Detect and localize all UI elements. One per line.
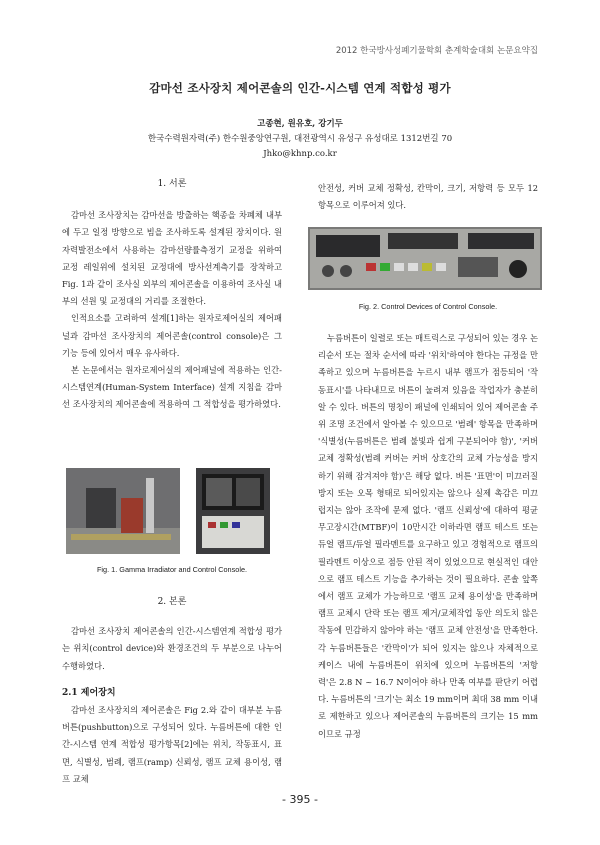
email[interactable]: Jhko@khnp.co.kr (263, 149, 337, 159)
intro-paragraph-1: 감마선 조사장치는 감마선을 방출하는 핵종을 차폐체 내부에 두고 일정 방향으로 빔을 조사하도록 설계된 장치이다. 원자력발전소에서 사용하는 감마선량률측정기 교정을 위하여 교정 레일위에 설치된 교정대에 방사선계측기를 장착하고 Fig. 1과 같이 조사실 외부의 제어콘솔을 이용하여 조사실 내부의 선원 및 교정대의 거리를 조절한다. (62, 210, 282, 307)
subsection-2-1-heading: 2.1 제어장치 (62, 687, 116, 698)
paper-title: 감마선 조사장치 제어콘솔의 인간-시스템 연계 적합성 평가 (149, 81, 451, 95)
section-2-heading: 2. 본론 (157, 597, 187, 607)
right-paragraph-0: 안전성, 커버 교체 정확성, 칸막이, 크기, 저항력 등 모두 12 항목으로 이루어져 있다. (318, 183, 538, 211)
right-paragraph-1: 누름버튼이 일렬로 또는 매트릭스로 구성되어 있는 경우 논리순서 또는 절차 순서에 따라 '위치'하여야 한다는 규정을 만족하고 있으며 누름버튼을 누르시 내부 램프가 점등되어 '작동표시'를 나타내므로 버튼이 눌려져 있음을 작업자가 충분히 알 수 있다. 버튼의 명칭이 패널에 인쇄되어 있어 제어콘솔 주위 조명 조건에서 알아볼 수 있으므로 '범례' 항목을 만족하며 '식별성(누름버튼은 범례 불빛과 쉽게 구분되어야 함)', '커버 교체 정확성(범례 커버는 커버 상호간의 교체 가능성을 방지하기 위해 잠겨져야 함)'은 해당 없다. 버튼 '표면'이 미끄러질 방지 또는 오목 형태로 되어있지는 않으나 실제 촉감은 미끄럽지는 않아 조작에 문제 없다. '램프 신뢰성'에 대하여 평균무고장시간(MTBF)이 10만시간 이하라면 램프 테스트 또는 듀얼 램프/듀얼 필라멘트를 요구하고 있고 경험적으로 램프의 필라멘트 이상으로 점등 안된 적이 있었으므로 현실적인 대안으로 램프 테스트 기능을 추가하는 것이 필요하다. 콘솔 앞쪽에서 램프 교체가 가능하므로 '램프 교체 용이성'을 만족하며 램프 교체시 단락 또는 램프 제거/교체작업 동안 의도치 않은 작동에 민감하지 않아야 하는 '램프 교체 안전성'을 만족한다. 각 누름버튼들은 '칸막이'가 되어 있지는 않으나 자체적으로 케이스 내에 누름버튼이 위치에 있으며 누름버튼의 '저항력'은 2.8 N ~ 16.7 N이어야 하나 만족 여부를 판단키 어렵다. 누름버튼의 '크기'는 최소 19 mm이며 최대 38 mm 이내로 제한하고 있으나 제어콘솔의 누름버튼의 크기는 15 mm 이므로 규정 (318, 333, 538, 739)
affiliation: 한국수력원자력(주) 한수원중앙연구원, 대전광역시 유성구 유성대로 1312번길 70 (147, 134, 453, 144)
body-paragraph-1: 감마선 조사장치 제어콘솔의 인간-시스템연계 적합성 평가는 위치(control device)와 환경조건의 두 부분으로 나누어 수행하였다. (62, 626, 282, 671)
left-column (62, 176, 282, 414)
intro-paragraph-3: 본 논문에서는 원자로제어실의 제어패널에 적용하는 인간-시스템연계(Human-System Interface) 설계 지침을 감마선 조사장치의 제어콘솔에 적용하여 그 적합성을 평가하였다. (62, 365, 282, 410)
left-column-bottom (62, 594, 282, 788)
section-1-heading: 1. 서론 (157, 179, 187, 189)
authors: 고종현, 원유호, 강기두 (257, 119, 343, 129)
right-column-body (318, 330, 538, 743)
page-number: - 395 - (282, 793, 318, 806)
control-console-photo (196, 468, 270, 554)
right-column-top (318, 180, 538, 214)
gamma-irradiator-photo (66, 468, 180, 554)
figure-1-caption: Fig. 1. Gamma Irradiator and Control Console. (96, 565, 248, 574)
figure-2-caption: Fig. 2. Control Devices of Control Console. (358, 302, 498, 311)
body-paragraph-2: 감마선 조사장치의 제어콘솔은 Fig 2.와 같이 대부분 누름버튼(pushbutton)으로 구성되어 있다. 누름버튼에 대한 인간-시스템 연계 적합성 평가항목[2]에는 위치, 작동표시, 표면, 식별성, 범례, 램프(ramp) 신뢰성, 램프 교체 용이성, 램프 교체 (62, 705, 282, 784)
control-devices-photo (308, 227, 542, 290)
intro-paragraph-2: 인적요소를 고려하여 설계[1]하는 원자로제어실의 제어패널과 감마선 조사장치의 제어콘솔(control console)은 그 기능 등에 있어서 매우 유사하다. (62, 313, 282, 358)
page-header: 2012 한국방사성폐기물학회 춘계학술대회 논문요약집 (335, 46, 538, 56)
